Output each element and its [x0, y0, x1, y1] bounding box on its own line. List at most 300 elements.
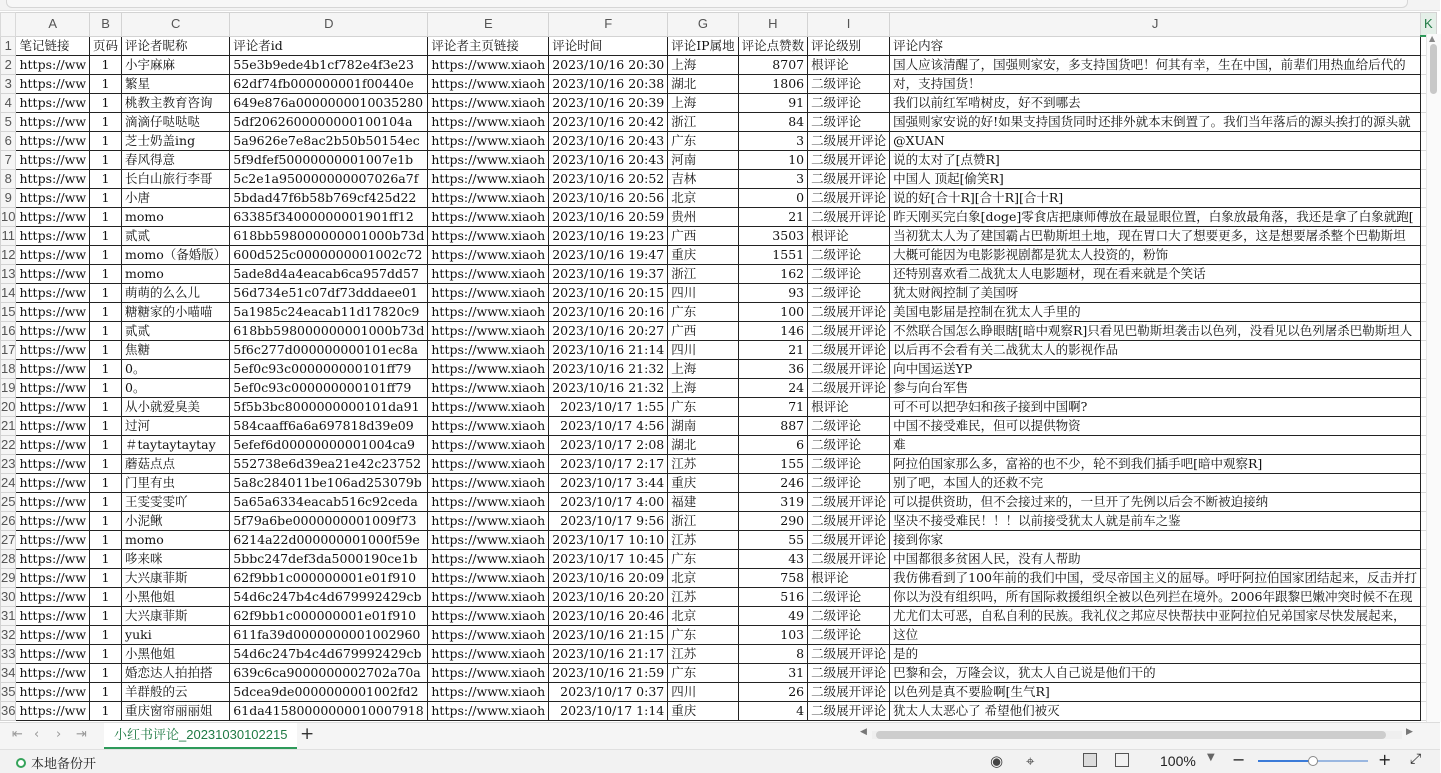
row-header[interactable]: 10 [1, 208, 16, 227]
row-header[interactable]: 31 [1, 607, 16, 626]
cell[interactable]: 2023/10/16 19:37 [549, 265, 668, 284]
cell[interactable]: yuki [122, 626, 230, 645]
cell[interactable]: 1 [90, 75, 122, 94]
locate-icon[interactable]: ⌖ [1026, 752, 1035, 770]
cell[interactable]: 1 [90, 379, 122, 398]
row-header[interactable]: 12 [1, 246, 16, 265]
spreadsheet-grid[interactable] [0, 12, 1433, 722]
zoom-slider-knob[interactable] [1308, 756, 1318, 766]
row-header[interactable]: 20 [1, 398, 16, 417]
row-header[interactable]: 17 [1, 341, 16, 360]
cell[interactable]: 887 [738, 417, 808, 436]
cell[interactable]: 54d6c247b4c4d679992429cb [230, 645, 428, 664]
cell[interactable]: 广西 [668, 227, 738, 246]
cell[interactable]: 1 [90, 607, 122, 626]
horizontal-scrollbar[interactable] [860, 729, 1420, 741]
cell[interactable]: 萌萌的么么儿 [122, 284, 230, 303]
cell[interactable]: 1 [90, 626, 122, 645]
cell[interactable]: 2023/10/17 10:45 [549, 550, 668, 569]
row-header[interactable]: 36 [1, 702, 16, 721]
cell[interactable]: 5ef0c93c000000000101ff79 [230, 379, 428, 398]
cell[interactable]: 二级评论 [808, 417, 890, 436]
cell[interactable]: 1 [90, 512, 122, 531]
cell[interactable]: 5f79a6be0000000001009f73 [230, 512, 428, 531]
cell[interactable]: 2023/10/17 9:56 [549, 512, 668, 531]
cell[interactable]: 还特别喜欢看二战犹太人电影题材，现在看来就是个笑话 [890, 265, 1421, 284]
cell[interactable]: 二级展开评论 [808, 151, 890, 170]
cell[interactable]: 重庆窗帘丽丽姐 [122, 702, 230, 721]
cell[interactable]: https://www.xiaoh [428, 113, 549, 132]
cell[interactable]: https://www.xiaoh [428, 246, 549, 265]
cell[interactable]: 1 [90, 227, 122, 246]
cell[interactable]: 滴滴仔哒哒哒 [122, 113, 230, 132]
cell[interactable]: https://www.xiaoh [428, 683, 549, 702]
cell[interactable]: https://ww [16, 626, 90, 645]
cell[interactable]: 二级展开评论 [808, 132, 890, 151]
column-header-g[interactable]: G [668, 13, 738, 37]
cell[interactable]: 二级评论 [808, 113, 890, 132]
cell[interactable]: 758 [738, 569, 808, 588]
cell[interactable]: 上海 [668, 56, 738, 75]
cell[interactable]: 63385f34000000001901ff12 [230, 208, 428, 227]
cell[interactable]: https://ww [16, 360, 90, 379]
cell[interactable]: 不然联合国怎么睁眼瞎[暗中观察R]只看见巴勒斯坦袭击以色列，没看见以色列屠杀巴勒斯坦人 [890, 322, 1421, 341]
cell[interactable]: 重庆 [668, 474, 738, 493]
cell[interactable]: 江苏 [668, 645, 738, 664]
cell[interactable]: 过河 [122, 417, 230, 436]
cell[interactable]: 哆来咪 [122, 550, 230, 569]
zoom-out-icon[interactable]: − [1232, 750, 1246, 769]
row-header[interactable]: 21 [1, 417, 16, 436]
cell[interactable]: 婚恋达人拍拍搭 [122, 664, 230, 683]
cell[interactable]: 146 [738, 322, 808, 341]
cell[interactable]: 重庆 [668, 702, 738, 721]
cell[interactable]: 24 [738, 379, 808, 398]
cell[interactable]: 江苏 [668, 588, 738, 607]
cell[interactable]: 5a1985c24eacab11d17820c9 [230, 303, 428, 322]
column-header-h[interactable]: H [738, 13, 808, 37]
cell[interactable]: 广西 [668, 322, 738, 341]
cell[interactable]: 21 [738, 341, 808, 360]
cell[interactable]: 319 [738, 493, 808, 512]
cell[interactable]: 2023/10/16 20:43 [549, 151, 668, 170]
cell[interactable]: 1 [90, 588, 122, 607]
cell[interactable]: 1 [90, 474, 122, 493]
cell[interactable]: 二级展开评论 [808, 702, 890, 721]
cell[interactable]: https://www.xiaoh [428, 664, 549, 683]
cell[interactable]: 1 [90, 170, 122, 189]
cell[interactable]: 5dcea9de0000000001002fd2 [230, 683, 428, 702]
cell[interactable]: 我仿佛看到了100年前的我们中国，受尽帝国主义的屈辱。呼吁阿拉伯国家团结起来，反击并打 [890, 569, 1421, 588]
cell[interactable]: momo [122, 531, 230, 550]
cell[interactable]: 2023/10/17 3:44 [549, 474, 668, 493]
cell[interactable]: 中国都很多贫困人民，没有人帮助 [890, 550, 1421, 569]
cell[interactable]: https://ww [16, 683, 90, 702]
eye-protection-icon[interactable]: ◉ [990, 752, 1004, 770]
header-cell[interactable]: 评论内容 [890, 36, 1421, 56]
cell[interactable]: 5efef6d00000000001004ca9 [230, 436, 428, 455]
cell[interactable]: 1 [90, 702, 122, 721]
cell[interactable]: https://www.xiaoh [428, 151, 549, 170]
cell[interactable]: https://www.xiaoh [428, 94, 549, 113]
cell[interactable]: 对，支持国货！ [890, 75, 1421, 94]
cell[interactable]: 从小就爱臭美 [122, 398, 230, 417]
cell[interactable]: 1 [90, 113, 122, 132]
cell[interactable]: 2023/10/16 20:09 [549, 569, 668, 588]
cell[interactable]: 2023/10/17 4:56 [549, 417, 668, 436]
header-cell[interactable]: 评论者昵称 [122, 36, 230, 56]
cell[interactable]: 2023/10/16 20:38 [549, 75, 668, 94]
cell[interactable]: 5ef0c93c000000000101ff79 [230, 360, 428, 379]
row-header[interactable]: 27 [1, 531, 16, 550]
cell[interactable]: 5f6c277d000000000101ec8a [230, 341, 428, 360]
cell[interactable]: momo（备婚版） [122, 246, 230, 265]
row-header[interactable]: 2 [1, 56, 16, 75]
cell[interactable]: https://ww [16, 170, 90, 189]
cell[interactable]: 2023/10/16 20:15 [549, 284, 668, 303]
row-header[interactable]: 7 [1, 151, 16, 170]
cell[interactable]: 2023/10/16 21:17 [549, 645, 668, 664]
cell[interactable]: https://ww [16, 246, 90, 265]
cell[interactable]: https://www.xiaoh [428, 550, 549, 569]
cell[interactable]: 5ade8d4a4eacab6ca957dd57 [230, 265, 428, 284]
cell[interactable]: 2023/10/16 20:39 [549, 94, 668, 113]
cell[interactable]: https://ww [16, 322, 90, 341]
cell[interactable]: 91 [738, 94, 808, 113]
cell[interactable]: 二级评论 [808, 265, 890, 284]
cell[interactable]: https://www.xiaoh [428, 645, 549, 664]
cell[interactable]: 二级展开评论 [808, 303, 890, 322]
cell[interactable]: https://www.xiaoh [428, 132, 549, 151]
header-cell[interactable]: 页码 [90, 36, 122, 56]
cell[interactable]: 四川 [668, 683, 738, 702]
cell[interactable]: 二级展开评论 [808, 645, 890, 664]
row-header[interactable]: 30 [1, 588, 16, 607]
row-header[interactable]: 14 [1, 284, 16, 303]
cell[interactable]: 上海 [668, 360, 738, 379]
cell[interactable]: 二级展开评论 [808, 664, 890, 683]
cell[interactable]: 贰贰 [122, 322, 230, 341]
cell[interactable]: 1 [90, 56, 122, 75]
cell[interactable]: 1 [90, 303, 122, 322]
cell[interactable]: https://ww [16, 512, 90, 531]
cell[interactable]: 巴黎和会，万隆会议，犹太人自己说是他们干的 [890, 664, 1421, 683]
column-header-e[interactable]: E [428, 13, 549, 37]
cell[interactable]: 552738e6d39ea21e42c23752 [230, 455, 428, 474]
cell[interactable]: 贰贰 [122, 227, 230, 246]
cell[interactable]: 155 [738, 455, 808, 474]
cell[interactable]: 浙江 [668, 265, 738, 284]
cell[interactable]: 246 [738, 474, 808, 493]
cell[interactable]: 2023/10/16 20:46 [549, 607, 668, 626]
row-header[interactable]: 6 [1, 132, 16, 151]
cell[interactable]: 二级评论 [808, 474, 890, 493]
column-header-f[interactable]: F [549, 13, 668, 37]
row-header[interactable]: 35 [1, 683, 16, 702]
cell[interactable]: 难 [890, 436, 1421, 455]
row-header[interactable]: 9 [1, 189, 16, 208]
scroll-right-icon[interactable]: ▶ [1406, 727, 1413, 737]
cell[interactable]: https://www.xiaoh [428, 417, 549, 436]
cell[interactable]: 二级评论 [808, 455, 890, 474]
cell[interactable]: 福建 [668, 493, 738, 512]
cell[interactable]: 49 [738, 607, 808, 626]
cell[interactable]: https://ww [16, 531, 90, 550]
cell[interactable]: 接到你家 [890, 531, 1421, 550]
cell[interactable]: 2023/10/16 19:47 [549, 246, 668, 265]
sheet-tab-active[interactable]: 小红书评论_20231030102215 [104, 723, 297, 749]
cell[interactable]: https://www.xiaoh [428, 322, 549, 341]
cell[interactable]: 6214a22d000000001000f59e [230, 531, 428, 550]
cell[interactable]: 向中国运送YP [890, 360, 1421, 379]
cell[interactable]: 湖北 [668, 436, 738, 455]
cell[interactable]: 1 [90, 569, 122, 588]
cell[interactable]: 尤尤们太可恶，自私自利的民族。我礼仪之邦应尽快帮扶中亚阿拉伯兄弟国家尽快发展起来， [890, 607, 1421, 626]
row-header[interactable]: 3 [1, 75, 16, 94]
cell[interactable]: 北京 [668, 569, 738, 588]
cell[interactable]: https://ww [16, 417, 90, 436]
cell[interactable]: 二级展开评论 [808, 550, 890, 569]
cell[interactable]: https://www.xiaoh [428, 379, 549, 398]
cell[interactable]: https://www.xiaoh [428, 455, 549, 474]
cell[interactable]: 糖糖家的小喵喵 [122, 303, 230, 322]
cell[interactable]: 根评论 [808, 398, 890, 417]
cell[interactable]: 2023/10/17 2:08 [549, 436, 668, 455]
row-header[interactable]: 4 [1, 94, 16, 113]
cell[interactable]: 二级评论 [808, 284, 890, 303]
cell[interactable]: https://ww [16, 151, 90, 170]
cell[interactable]: 根评论 [808, 227, 890, 246]
cell[interactable]: 1551 [738, 246, 808, 265]
cell[interactable]: 河南 [668, 151, 738, 170]
cell[interactable]: 浙江 [668, 113, 738, 132]
row-header[interactable]: 18 [1, 360, 16, 379]
cell[interactable]: https://www.xiaoh [428, 626, 549, 645]
cell[interactable]: 江苏 [668, 455, 738, 474]
cell[interactable]: 可以提供资助，但不会接过来的，一旦开了先例以后会不断被迫接纳 [890, 493, 1421, 512]
cell[interactable]: 5f5b3bc8000000000101da91 [230, 398, 428, 417]
cell[interactable]: https://ww [16, 493, 90, 512]
page-layout-view-icon[interactable] [1115, 753, 1129, 767]
row-header[interactable]: 5 [1, 113, 16, 132]
cell[interactable]: 2023/10/17 10:10 [549, 531, 668, 550]
cell[interactable]: 北京 [668, 607, 738, 626]
cell[interactable]: 1 [90, 132, 122, 151]
cell[interactable]: 2023/10/17 0:37 [549, 683, 668, 702]
row-header[interactable]: 29 [1, 569, 16, 588]
cell[interactable]: https://www.xiaoh [428, 170, 549, 189]
cell[interactable]: 上海 [668, 94, 738, 113]
cell[interactable]: https://www.xiaoh [428, 227, 549, 246]
cell[interactable]: https://ww [16, 398, 90, 417]
cell[interactable]: 羊群般的云 [122, 683, 230, 702]
cell[interactable]: 别了吧，本国人的还救不完 [890, 474, 1421, 493]
cell[interactable]: 5f9dfef50000000001007e1b [230, 151, 428, 170]
column-header-i[interactable]: I [808, 13, 890, 37]
cell[interactable]: https://ww [16, 227, 90, 246]
cell[interactable]: 31 [738, 664, 808, 683]
cell[interactable]: 5bbc247def3da5000190ce1b [230, 550, 428, 569]
cell[interactable]: 中国人 顶起[偷笑R] [890, 170, 1421, 189]
cell[interactable]: 王雯雯雯吖 [122, 493, 230, 512]
cell[interactable]: https://www.xiaoh [428, 265, 549, 284]
cell[interactable]: 8707 [738, 56, 808, 75]
cell[interactable]: https://ww [16, 113, 90, 132]
zoom-in-icon[interactable]: + [1378, 750, 1392, 769]
cell[interactable]: 昨天刚买完白象[doge]零食店把康师傅放在最显眼位置，白象放最角落，我还是拿了白象就跑[ [890, 208, 1421, 227]
cell[interactable]: 二级展开评论 [808, 322, 890, 341]
cell[interactable]: 重庆 [668, 246, 738, 265]
cell[interactable]: 1 [90, 265, 122, 284]
cell[interactable]: 繁星 [122, 75, 230, 94]
cell[interactable]: 犹太人太恶心了 希望他们被灭 [890, 702, 1421, 721]
prev-sheet-icon[interactable]: ‹ [34, 727, 40, 742]
header-cell[interactable]: 评论级别 [808, 36, 890, 56]
row-header[interactable]: 1 [1, 36, 16, 56]
cell[interactable]: https://ww [16, 94, 90, 113]
cell[interactable]: https://www.xiaoh [428, 569, 549, 588]
row-header[interactable]: 15 [1, 303, 16, 322]
zoom-dropdown-icon[interactable]: ▼ [1207, 752, 1215, 763]
cell[interactable]: 1 [90, 94, 122, 113]
cell[interactable]: 小泥鳅 [122, 512, 230, 531]
cell[interactable]: 2023/10/16 21:14 [549, 341, 668, 360]
cell[interactable]: 1 [90, 246, 122, 265]
cell[interactable]: 36 [738, 360, 808, 379]
cell[interactable]: 1 [90, 398, 122, 417]
cell[interactable]: 大兴康菲斯 [122, 569, 230, 588]
cell[interactable]: 国人应该清醒了，国强则家安，多支持国货吧！何其有幸，生在中国，前辈们用热血给后代的 [890, 56, 1421, 75]
cell[interactable]: 100 [738, 303, 808, 322]
cell[interactable]: 84 [738, 113, 808, 132]
cell[interactable]: 江苏 [668, 531, 738, 550]
row-header[interactable]: 34 [1, 664, 16, 683]
cell[interactable]: 5df2062600000000100104a [230, 113, 428, 132]
cell[interactable]: 湖南 [668, 417, 738, 436]
cell[interactable]: 二级展开评论 [808, 170, 890, 189]
cell[interactable]: https://www.xiaoh [428, 56, 549, 75]
cell[interactable]: 62df74fb000000001f00440e [230, 75, 428, 94]
cell[interactable]: https://ww [16, 550, 90, 569]
cell[interactable]: 2023/10/16 21:32 [549, 379, 668, 398]
cell[interactable]: 2023/10/17 1:55 [549, 398, 668, 417]
cell[interactable]: momo [122, 208, 230, 227]
cell[interactable]: https://ww [16, 379, 90, 398]
cell[interactable]: 1 [90, 645, 122, 664]
cell[interactable]: 1 [90, 455, 122, 474]
cell[interactable]: 大概可能因为电影影视剧都是犹太人投资的，粉饰 [890, 246, 1421, 265]
cell[interactable]: 2023/10/17 1:14 [549, 702, 668, 721]
cell[interactable]: https://www.xiaoh [428, 398, 549, 417]
header-cell[interactable]: 评论时间 [549, 36, 668, 56]
cell[interactable]: 广东 [668, 398, 738, 417]
cell[interactable]: 湖北 [668, 75, 738, 94]
cell[interactable]: 2023/10/17 4:00 [549, 493, 668, 512]
cell[interactable]: https://ww [16, 645, 90, 664]
cell[interactable]: 516 [738, 588, 808, 607]
cell[interactable]: 四川 [668, 284, 738, 303]
cell[interactable]: https://ww [16, 588, 90, 607]
cell[interactable]: https://www.xiaoh [428, 303, 549, 322]
cell[interactable]: https://ww [16, 569, 90, 588]
header-cell[interactable]: 评论点赞数 [738, 36, 808, 56]
scroll-up-icon[interactable]: ▲ [1429, 34, 1436, 43]
cell[interactable]: 1 [90, 531, 122, 550]
cell[interactable]: 犹太财阀控制了美国呀 [890, 284, 1421, 303]
cell[interactable]: 焦糖 [122, 341, 230, 360]
cell[interactable]: 贵州 [668, 208, 738, 227]
cell[interactable]: 二级展开评论 [808, 379, 890, 398]
cell[interactable]: https://ww [16, 455, 90, 474]
cell[interactable]: 根评论 [808, 56, 890, 75]
cell[interactable]: 0 [738, 189, 808, 208]
cell[interactable]: 5a65a6334eacab516c92ceda [230, 493, 428, 512]
cell[interactable]: 1 [90, 151, 122, 170]
cell[interactable]: 62f9bb1c000000001e01f910 [230, 607, 428, 626]
cell[interactable]: 5c2e1a950000000007026a7f [230, 170, 428, 189]
cell[interactable]: 5a8c284011be106ad253079b [230, 474, 428, 493]
cell[interactable]: momo [122, 265, 230, 284]
cell[interactable]: 坚决不接受难民！！！以前接受犹太人就是前车之鉴 [890, 512, 1421, 531]
cell[interactable]: 广东 [668, 626, 738, 645]
cell[interactable]: https://ww [16, 607, 90, 626]
cell[interactable]: 2023/10/16 20:42 [549, 113, 668, 132]
cell[interactable]: 以色列是真不要脸啊[生气R] [890, 683, 1421, 702]
vertical-scroll-thumb[interactable] [1430, 44, 1437, 94]
cell[interactable]: 门里有虫 [122, 474, 230, 493]
header-cell[interactable]: 笔记链接 [16, 36, 90, 56]
cell[interactable]: 2023/10/16 20:59 [549, 208, 668, 227]
cell-table[interactable] [0, 12, 1437, 721]
cell[interactable]: 二级评论 [808, 588, 890, 607]
cell[interactable]: 二级展开评论 [808, 531, 890, 550]
cell[interactable]: 26 [738, 683, 808, 702]
cell[interactable]: https://ww [16, 75, 90, 94]
cell[interactable]: 吉林 [668, 170, 738, 189]
cell[interactable]: 3 [738, 170, 808, 189]
cell[interactable]: https://ww [16, 208, 90, 227]
cell[interactable]: https://www.xiaoh [428, 702, 549, 721]
cell[interactable]: 1 [90, 341, 122, 360]
row-header[interactable]: 24 [1, 474, 16, 493]
row-header[interactable]: 32 [1, 626, 16, 645]
cell[interactable]: https://ww [16, 132, 90, 151]
cell[interactable]: https://www.xiaoh [428, 531, 549, 550]
cell[interactable]: 二级展开评论 [808, 341, 890, 360]
cell[interactable]: https://ww [16, 341, 90, 360]
cell[interactable]: 1 [90, 493, 122, 512]
cell[interactable]: 小宇麻麻 [122, 56, 230, 75]
cell[interactable]: 小黑他姐 [122, 645, 230, 664]
cell[interactable]: 长白山旅行李哥 [122, 170, 230, 189]
cell[interactable]: 0。 [122, 360, 230, 379]
cell[interactable]: 649e876a0000000010035280 [230, 94, 428, 113]
cell[interactable]: 二级评论 [808, 246, 890, 265]
cell[interactable]: 103 [738, 626, 808, 645]
row-header[interactable]: 33 [1, 645, 16, 664]
cell[interactable]: 2023/10/16 20:27 [549, 322, 668, 341]
select-all-corner[interactable] [1, 13, 16, 37]
cell[interactable]: 2023/10/16 20:56 [549, 189, 668, 208]
cell[interactable]: 54d6c247b4c4d679992429cb [230, 588, 428, 607]
cell[interactable]: 71 [738, 398, 808, 417]
cell[interactable]: 5bdad47f6b58b769cf425d22 [230, 189, 428, 208]
cell[interactable]: 说的好[合十R][合十R][合十R] [890, 189, 1421, 208]
cell[interactable]: 3 [738, 132, 808, 151]
column-header-k[interactable]: K [1421, 13, 1437, 37]
cell[interactable]: 55 [738, 531, 808, 550]
cell[interactable]: 2023/10/16 20:20 [549, 588, 668, 607]
